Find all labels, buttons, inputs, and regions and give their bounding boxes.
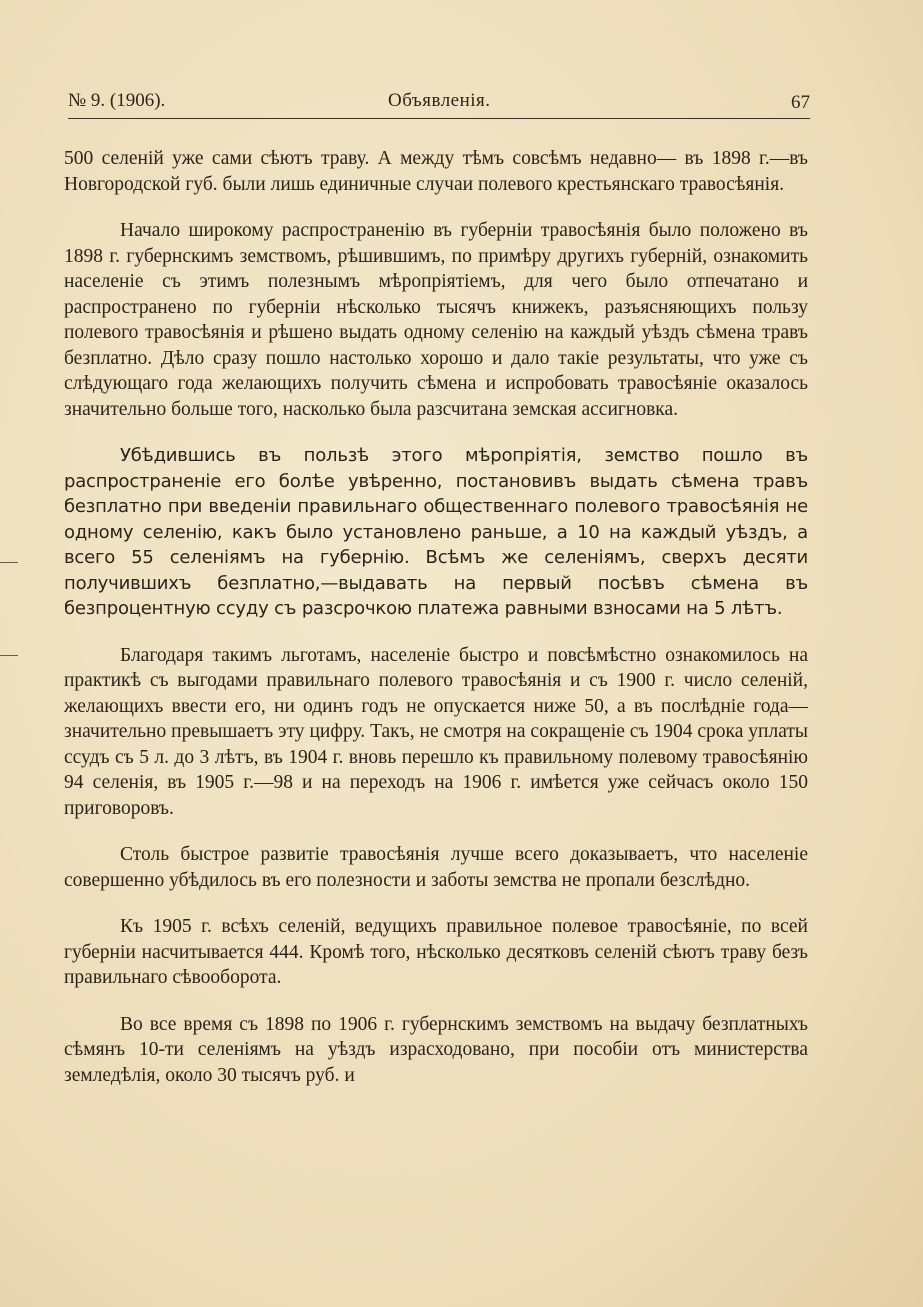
paragraph-4: Благодаря такимъ льготамъ, населеніе быстро и повсѣмѣстно ознакомилось на практикѣ съ выгодами правильнаго полевого травосѣянія и съ 1900 г. число селеній, желающихъ ввести его, ни одинъ годъ не опускается ниже 50, а въ послѣдніе года—значительно превышаетъ эту цифру. Такъ, не смотря на сокращеніе съ 1904 срока уплаты ссудъ съ 5 л. до 3 лѣтъ, въ 1904 г. вновь перешло къ правильному полевому травосѣянію 94 селенія, въ 1905 г.—98 и на переходъ на 1906 г. имѣется уже сейчасъ около 150 приговоровъ. (64, 644, 808, 819)
section-title: Объявленія. (388, 90, 491, 111)
paragraph-1: 500 селеній уже сами сѣютъ траву. А между тѣмъ совсѣмъ недавно— въ 1898 г.—въ Новгородской губ. были лишь единичные случаи полевого крестьянскаго травосѣянія. (64, 148, 808, 195)
issue-number: № 9. (1906). (68, 90, 166, 111)
paragraph-7: Во все время съ 1898 по 1906 г. губернскимъ земствомъ на выдачу безплатныхъ сѣмянъ 10-ти селеніямъ на уѣздъ израсходовано, при пособіи отъ министерства земледѣлія, около 30 тысячъ руб. и (64, 1013, 808, 1086)
paragraph-2: Начало широкому распространенію въ губерніи травосѣянія было положено въ 1898 г. губернскимъ земствомъ, рѣшившимъ, по примѣру другихъ губерній, ознакомить населеніе съ этимъ полезнымъ мѣропріятіемъ, для чего было отпечатано и распространено по губерніи нѣсколько тысячъ книжекъ, разъясняющихъ пользу полевого травосѣянія и рѣшено выдать одному селенію на каждый уѣздъ сѣмена травъ безплатно. Дѣло сразу пошло настолько хорошо и дало такіе результаты, что уже съ слѣдующаго года желающихъ получить сѣмена и испробовать травосѣяніе оказалось значительно больше того, насколько была разсчитана земская ассигновка. (64, 220, 808, 420)
margin-mark (0, 655, 18, 656)
page-number: 67 (791, 92, 810, 113)
margin-mark (0, 562, 18, 563)
article-body (64, 146, 808, 1109)
paragraph-5: Столь быстрое развитіе травосѣянія лучше всего доказываетъ, что населеніе совершенно убѣдилось въ его полезности и заботы земства не пропали безслѣдно. (64, 844, 808, 891)
paragraph-6: Къ 1905 г. всѣхъ селеній, ведущихъ правильное полевое травосѣяніе, по всей губерніи насчитывается 444. Кромѣ того, нѣсколько десятковъ селеній сѣютъ траву безъ правильнаго сѣвооборота. (64, 916, 808, 988)
paragraph-3: Убѣдившись въ пользѣ этого мѣропріятія, земство пошло въ распространеніе его болѣе увѣренно, постановивъ выдать сѣмена травъ безплатно при введеніи правильнаго общественнаго полевого травосѣянія не одному селенію, какъ было установлено раньше, а 10 на каждый уѣздъ, а всего 55 селеніямъ на губернію. Всѣмъ же селеніямъ, сверхъ десяти получившихъ безплатно,—выдавать на первый посѣвъ сѣмена въ безпроцентную ссуду съ разсрочкою платежа равными взносами на 5 лѣтъ. (64, 445, 808, 619)
page-header (68, 88, 810, 119)
